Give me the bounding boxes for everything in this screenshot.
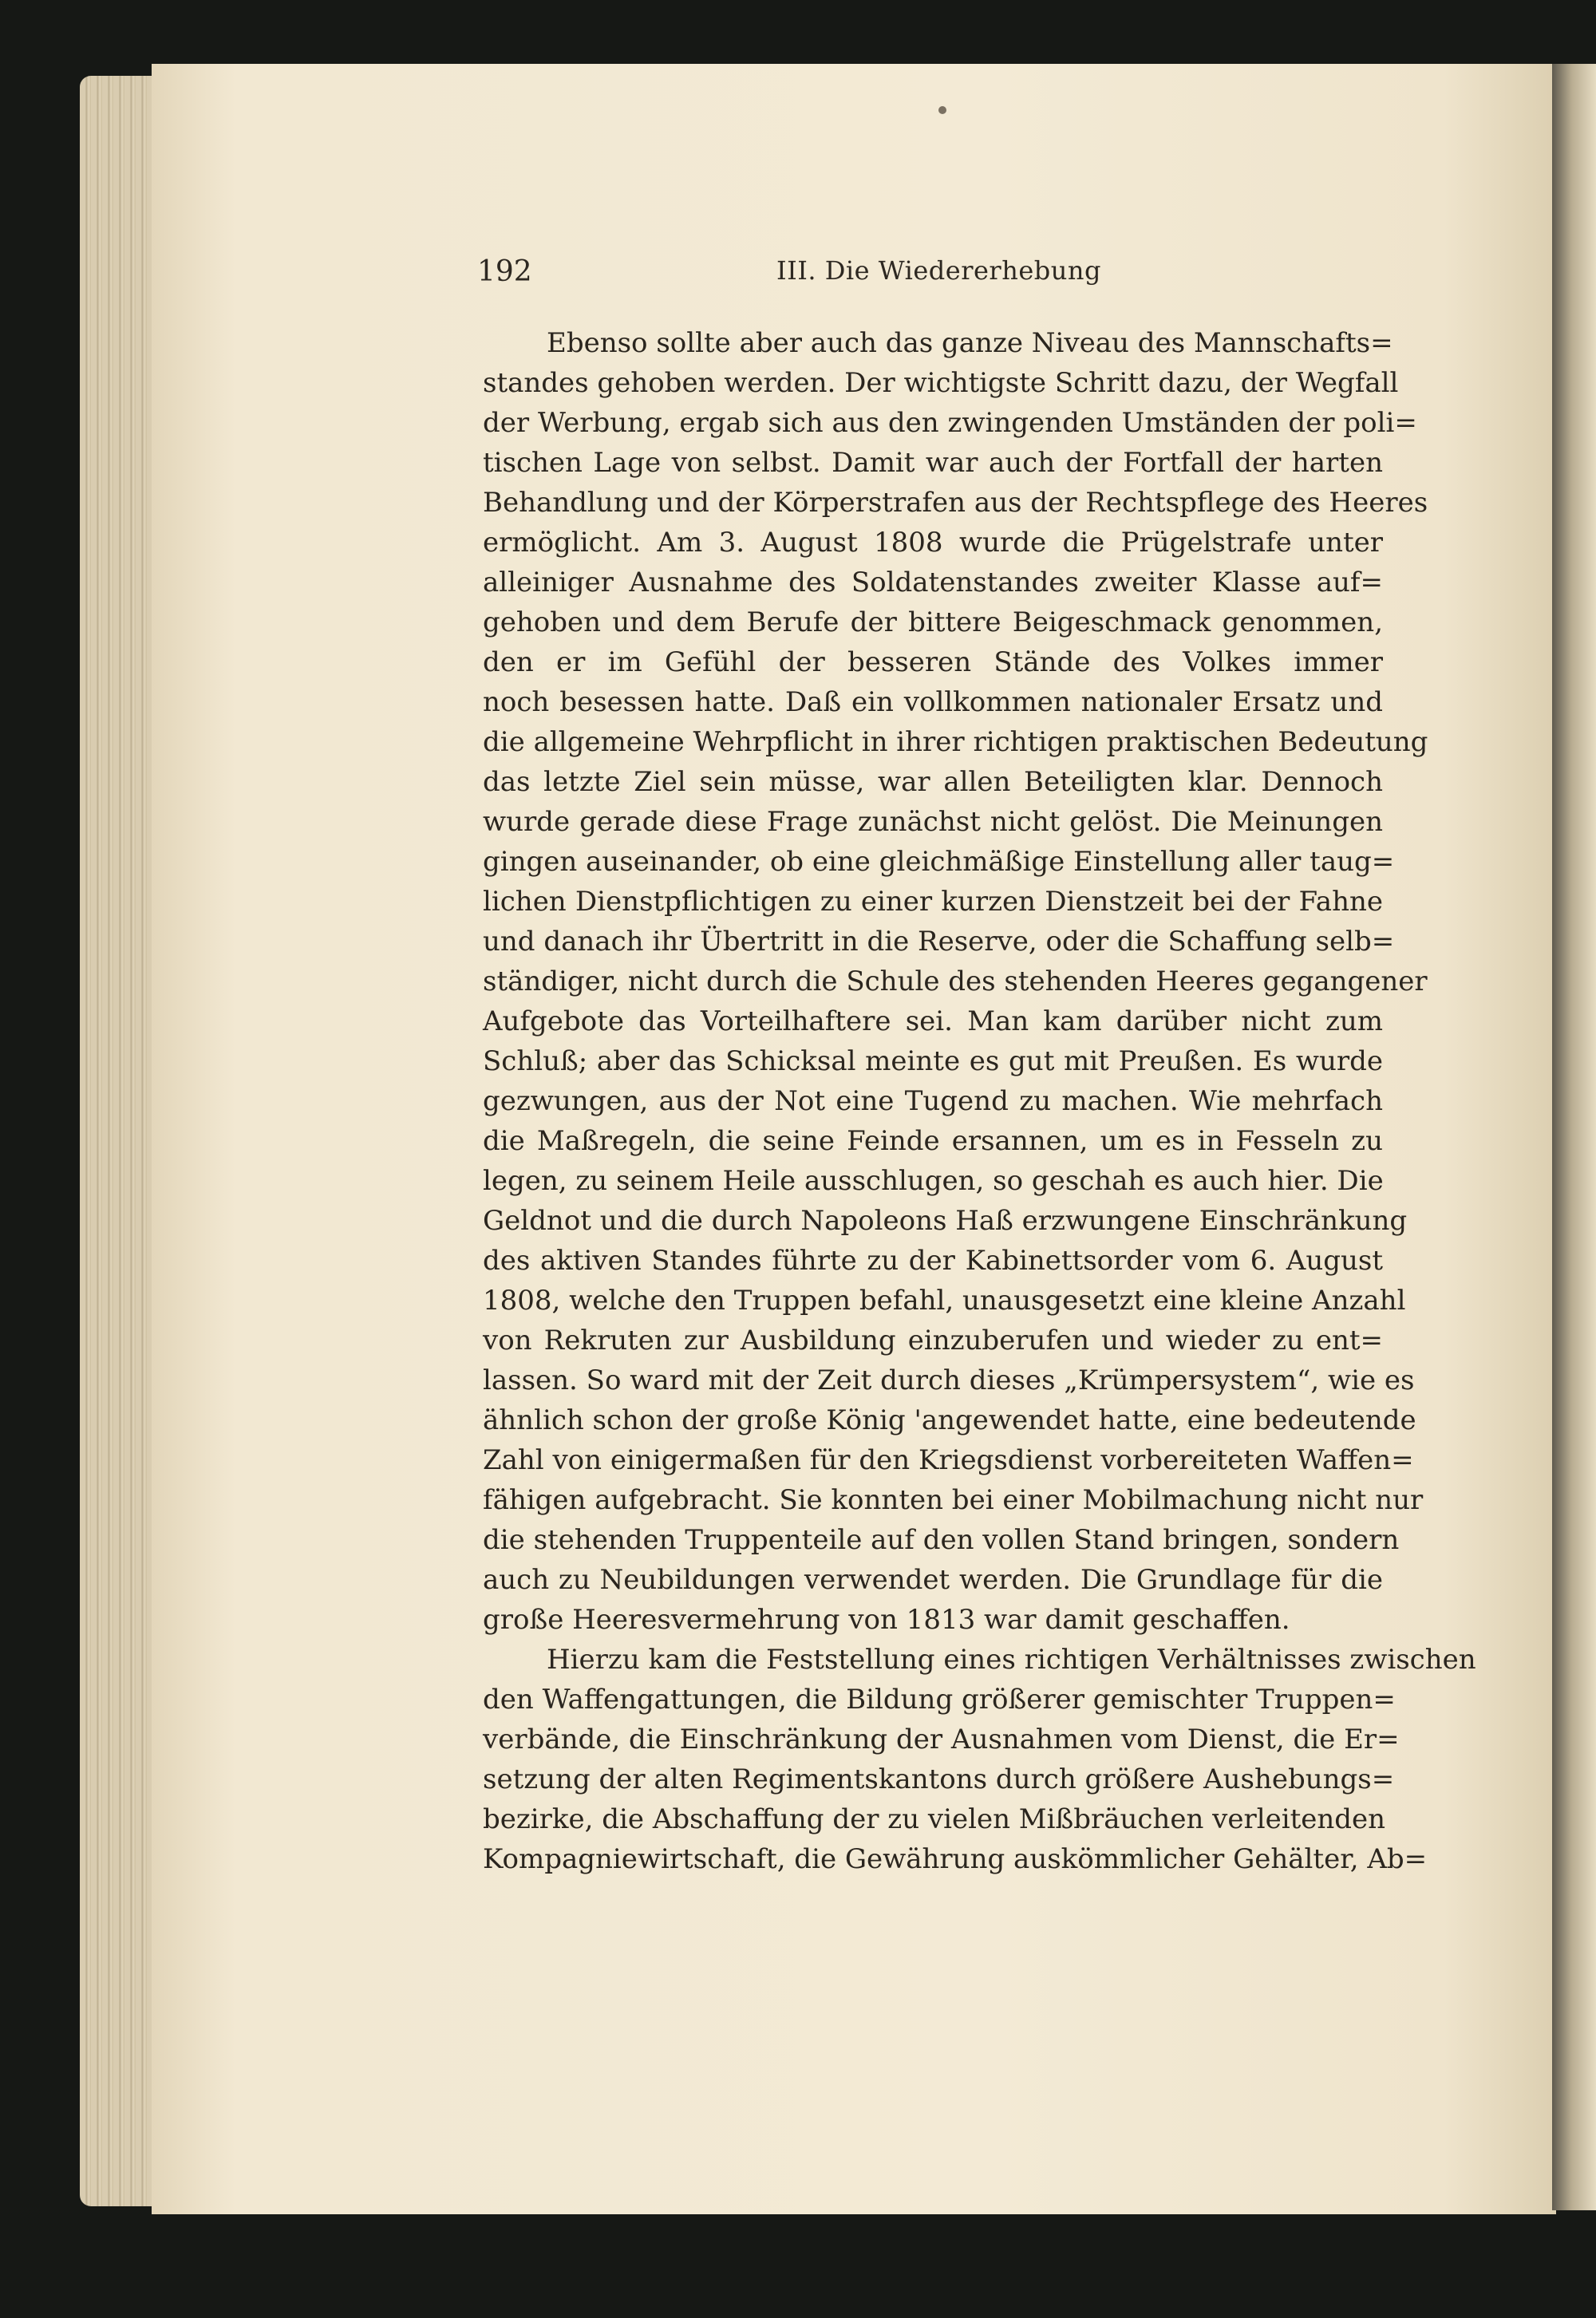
text-line: Schluß; aber das Schicksal meinte es gut mit Preußen. Es wurde: [483, 1045, 1383, 1077]
body-text: [483, 323, 1476, 1879]
text-line: alleiniger Ausnahme des Soldatenstandes zweiter Klasse auf=: [483, 567, 1383, 598]
text-line: ständiger, nicht durch die Schule des stehenden Heeres gegangener: [483, 966, 1428, 997]
text-line: Aufgebote das Vorteilhaftere sei. Man kam darüber nicht zum: [483, 1005, 1383, 1037]
text-line: das letzte Ziel sein müsse, war allen Beteiligten klar. Dennoch: [483, 766, 1383, 798]
text-line: gezwungen, aus der Not eine Tugend zu machen. Wie mehrfach: [483, 1085, 1383, 1117]
text-line: den er im Gefühl der besseren Stände des Volkes immer: [483, 646, 1383, 678]
text-line: von Rekruten zur Ausbildung einzuberufen und wieder zu ent=: [483, 1325, 1383, 1356]
text-line: verbände, die Einschränkung der Ausnahmen vom Dienst, die Er=: [483, 1724, 1400, 1755]
text-line: tischen Lage von selbst. Damit war auch der Fortfall der harten: [483, 447, 1383, 479]
text-line: den Waffengattungen, die Bildung größerer gemischter Truppen=: [483, 1684, 1396, 1716]
text-line: lassen. So ward mit der Zeit durch dieses „Krümpersystem“, wie es: [483, 1364, 1415, 1396]
text-line: Hierzu kam die Feststellung eines richtigen Verhältnisses zwischen: [547, 1644, 1476, 1676]
text-line: Zahl von einigermaßen für den Kriegsdienst vorbereiteten Waffen=: [483, 1444, 1414, 1476]
text-line: lichen Dienstpflichtigen zu einer kurzen Dienstzeit bei der Fahne: [483, 886, 1383, 918]
text-line: gingen auseinander, ob eine gleichmäßige Einstellung aller taug=: [483, 846, 1395, 878]
book-gutter: [1552, 64, 1596, 2210]
running-head: [477, 255, 1371, 303]
chapter-title: III. Die Wiedererhebung: [776, 255, 1101, 286]
text-line: Kompagniewirtschaft, die Gewährung auskömmlicher Gehälter, Ab=: [483, 1843, 1428, 1875]
text-line: legen, zu seinem Heile ausschlugen, so geschah es auch hier. Die: [483, 1165, 1384, 1197]
text-line: auch zu Neubildungen verwendet werden. Die Grundlage für die: [483, 1564, 1383, 1596]
text-line: der Werbung, ergab sich aus den zwingenden Umständen der poli=: [483, 407, 1417, 439]
text-line: Geldnot und die durch Napoleons Haß erzwungene Einschränkung: [483, 1205, 1408, 1237]
text-line: große Heeresvermehrung von 1813 war damit geschaffen.: [483, 1604, 1290, 1636]
text-line: bezirke, die Abschaffung der zu vielen Mißbräuchen verleitenden: [483, 1803, 1386, 1835]
text-line: die Maßregeln, die seine Feinde ersannen, um es in Fesseln zu: [483, 1125, 1383, 1157]
ink-speck: [938, 106, 946, 114]
paragraph-2: [483, 1640, 1476, 1879]
page-number: 192: [477, 255, 532, 288]
text-line: wurde gerade diese Frage zunächst nicht gelöst. Die Meinungen: [483, 806, 1383, 838]
text-line: ähnlich schon der große König 'angewendet hatte, eine bedeutende: [483, 1404, 1416, 1436]
text-line: ermöglicht. Am 3. August 1808 wurde die Prügelstrafe unter: [483, 527, 1383, 559]
text-line: und danach ihr Übertritt in die Reserve, oder die Schaffung selb=: [483, 926, 1395, 958]
text-line: setzung der alten Regimentskantons durch größere Aushebungs=: [483, 1763, 1395, 1795]
text-line: fähigen aufgebracht. Sie konnten bei einer Mobilmachung nicht nur: [483, 1484, 1424, 1516]
text-line: standes gehoben werden. Der wichtigste Schritt dazu, der Wegfall: [483, 367, 1399, 399]
text-line: 1808, welche den Truppen befahl, unausgesetzt eine kleine Anzahl: [483, 1285, 1406, 1317]
text-line: Behandlung und der Körperstrafen aus der Rechtspflege des Heeres: [483, 487, 1428, 519]
text-line: die allgemeine Wehrpflicht in ihrer richtigen praktischen Bedeutung: [483, 726, 1428, 758]
text-line: Ebenso sollte aber auch das ganze Niveau des Mannschafts=: [547, 327, 1393, 359]
text-line: noch besessen hatte. Daß ein vollkommen nationaler Ersatz und: [483, 686, 1383, 718]
text-line: gehoben und dem Berufe der bittere Beigeschmack genommen,: [483, 606, 1383, 638]
paragraph-1: [483, 323, 1428, 1640]
text-line: die stehenden Truppenteile auf den vollen Stand bringen, sondern: [483, 1524, 1400, 1556]
text-line: des aktiven Standes führte zu der Kabinettsorder vom 6. August: [483, 1245, 1383, 1277]
